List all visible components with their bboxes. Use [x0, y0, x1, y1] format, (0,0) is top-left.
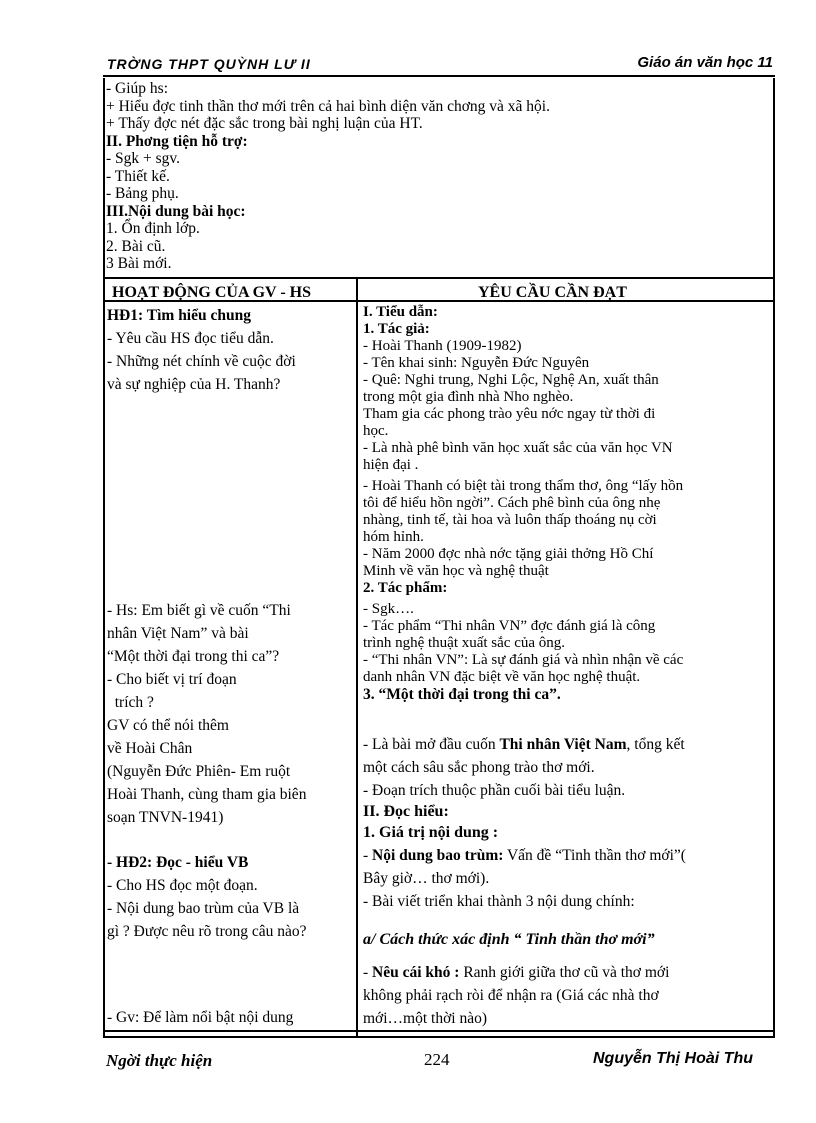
column-divider [356, 278, 358, 1038]
activity-heading: - HĐ2: Đọc - hiểu VB [107, 854, 249, 871]
intro-line: - Thiết kế. [106, 167, 170, 185]
intro-line: + Hiểu đợc tinh thần thơ mới trên cả hai bình diện văn chơng và xã hội. [106, 97, 550, 115]
activity-line: - Cho HS đọc một đoạn. [107, 877, 258, 894]
intro-line: - Sgk + sgv. [106, 150, 181, 167]
requirement-line: tôi để hiểu hồn ngời”. Cách phê bình của ông nhẹ [363, 495, 661, 511]
requirements-column-part1 [363, 304, 765, 703]
document-title: Giáo án văn học 11 [637, 54, 773, 71]
requirement-line: học. [363, 423, 389, 439]
footer-author-name: Nguyễn Thị Hoài Thu [593, 1050, 753, 1067]
school-name: TRỜNG THPT QUỲNH LƯ II [107, 56, 311, 72]
column-header-left: HOẠT ĐỘNG CỦA GV - HS [112, 284, 311, 301]
requirement-line: Minh về văn học và nghệ thuật [363, 563, 549, 579]
requirement-line: - Bài viết triển khai thành 3 nội dung chính: [363, 893, 635, 910]
activity-line: - Gv: Để làm nổi bật nội dung [107, 1009, 294, 1026]
requirements-column-part4 [363, 844, 765, 913]
requirement-line: - Năm 2000 đợc nhà nớc tặng giải thởng Hồ Chí [363, 546, 654, 562]
activity-line: “Một thời đại trong thi ca”? [107, 648, 280, 665]
requirement-line: - Nội dung bao trùm: Vấn đề “Tinh thần thơ mới”( [363, 847, 686, 864]
requirements-column-part2 [363, 733, 765, 802]
requirement-line: - Đoạn trích thuộc phần cuối bài tiểu luận. [363, 782, 626, 799]
footer-author-label: Ngời thực hiện [106, 1051, 213, 1070]
intro-line: - Giúp hs: [106, 80, 168, 97]
activity-line: nhân Việt Nam” và bài [107, 625, 249, 642]
section-heading: II. Phơng tiện hỗ trợ: [106, 132, 248, 150]
activity-line: Hoài Thanh, cùng tham gia biên [107, 786, 307, 803]
activities-column-part2 [107, 599, 353, 829]
page-header [103, 54, 775, 76]
subsection-heading: 1. Giá trị nội dung : [363, 824, 499, 841]
requirement-line: - Sgk…. [363, 601, 414, 617]
intro-section [106, 80, 766, 273]
requirement-line: - Là bài mở đầu cuốn Thi nhân Việt Nam, tổng kết [363, 736, 685, 753]
requirement-line: trình nghệ thuật xuất sắc của ông. [363, 635, 566, 651]
requirement-line: nhàng, tinh tế, tài hoa và luôn thấp thoáng nụ cời [363, 512, 657, 528]
requirement-line: danh nhân VN đặc biệt về văn học nghệ thuật. [363, 669, 641, 685]
requirement-line: không phải rạch ròi để nhận ra (Giá các nhà thơ [363, 987, 659, 1004]
activity-line: - Yêu cầu HS đọc tiểu dẫn. [107, 330, 274, 347]
requirement-line: trong một gia đình nhà Nho nghèo. [363, 389, 574, 405]
activities-column-part3 [107, 851, 353, 943]
activity-heading: HĐ1: Tìm hiểu chung [107, 307, 251, 324]
activities-column-part1 [107, 304, 353, 396]
requirements-column-part5 [363, 928, 765, 951]
intro-line: + Thấy đợc nét đặc sắc trong bài nghị luận của HT. [106, 115, 423, 132]
requirement-line: - “Thi nhân VN”: Là sự đánh giá và nhìn nhận về các [363, 652, 684, 668]
requirement-line: Bây giờ… thơ mới). [363, 870, 490, 887]
activity-line: - Nội dung bao trùm của VB là [107, 900, 300, 917]
section-heading: I. Tiểu dẫn: [363, 304, 438, 320]
header-rule [103, 75, 775, 77]
requirement-line: - Nêu cái khó : Ranh giới giữa thơ cũ và thơ mới [363, 964, 670, 981]
subsection-heading: 2. Tác phẩm: [363, 580, 448, 596]
section-heading: III.Nội dung bài học: [106, 202, 246, 220]
requirement-line: một cách sâu sắc phong trào thơ mới. [363, 759, 595, 776]
intro-line: - Bảng phụ. [106, 185, 179, 202]
requirement-line: - Là nhà phê bình văn học xuất sắc của văn học VN [363, 440, 673, 456]
activity-line: - Cho biết vị trí đoạn [107, 671, 237, 688]
activity-line: và sự nghiệp của H. Thanh? [107, 376, 281, 393]
activity-line: soạn TNVN-1941) [107, 809, 224, 826]
activity-line: (Nguyễn Đức Phiên- Em ruột [107, 763, 291, 780]
requirement-line: - Tác phẩm “Thi nhân VN” đợc đánh giá là công [363, 618, 656, 634]
requirement-line: mới…một thời nào) [363, 1010, 488, 1027]
activity-line: - Những nét chính về cuộc đời [107, 353, 296, 370]
requirements-column-part3 [363, 802, 765, 842]
requirement-line: - Tên khai sinh: Nguyễn Đức Nguyên [363, 355, 590, 371]
subsection-heading: a/ Cách thức xác định “ Tinh thần thơ mới” [363, 931, 655, 948]
activity-line: - Hs: Em biết gì về cuốn “Thi [107, 602, 291, 619]
subsection-heading: 1. Tác giả: [363, 321, 430, 337]
requirement-line: hóm hỉnh. [363, 529, 424, 545]
requirements-column-part6 [363, 961, 765, 1030]
subsection-heading: 3. “Một thời đại trong thi ca”. [363, 686, 561, 703]
table-top-rule [103, 277, 775, 279]
intro-line: 1. Ổn định lớp. [106, 220, 200, 237]
activity-line: về Hoài Chân [107, 740, 193, 757]
requirement-line: hiện đại . [363, 457, 419, 473]
intro-line: 2. Bài cũ. [106, 237, 166, 255]
activity-line: GV có thể nói thêm [107, 717, 229, 734]
requirement-line: - Hoài Thanh (1909-1982) [363, 338, 522, 354]
table-bottom-rule [103, 1030, 775, 1032]
section-heading: II. Đọc hiểu: [363, 803, 449, 820]
activities-column-part4 [107, 1006, 353, 1029]
activity-line: gì ? Được nêu rõ trong câu nào? [107, 923, 307, 940]
activity-line: trích ? [107, 694, 154, 711]
page-number: 224 [424, 1050, 450, 1069]
requirement-line: Tham gia các phong trào yêu nớc ngay từ thời đi [363, 406, 656, 422]
requirement-line: - Hoài Thanh có biệt tài trong thẩm thơ, ông “lấy hồn [363, 478, 684, 494]
column-header-right: YÊU CẦU CẦN ĐẠT [478, 284, 627, 301]
requirement-line: - Quê: Nghi trung, Nghi Lộc, Nghệ An, xuất thân [363, 372, 659, 388]
intro-line: 3 Bài mới. [106, 255, 172, 272]
